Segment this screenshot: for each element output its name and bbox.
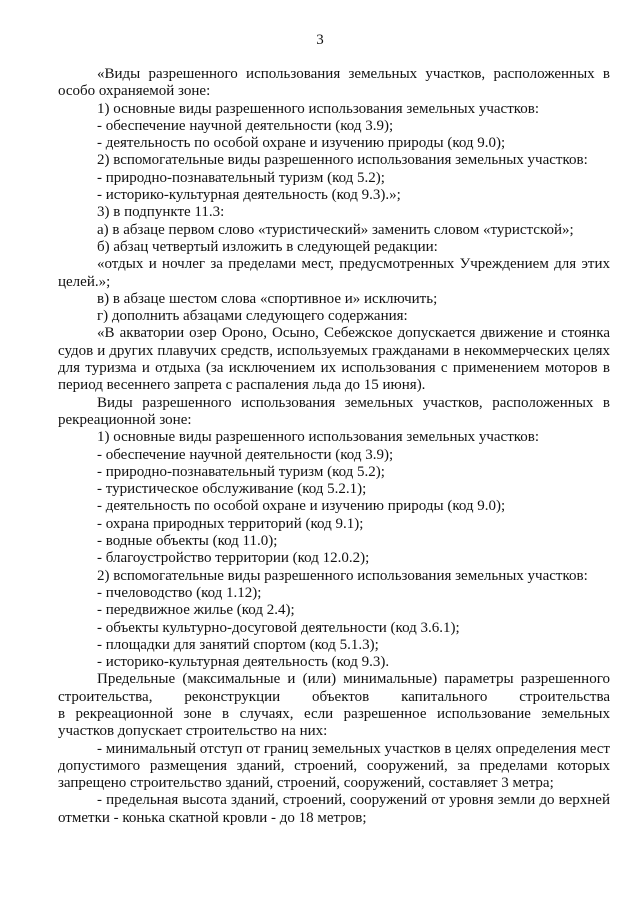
paragraph: «Виды разрешенного использования земельных участков, расположенных в особо охраняемой зоне: bbox=[58, 66, 610, 100]
paragraph: г) дополнить абзацами следующего содержания: bbox=[97, 308, 408, 325]
paragraph: Предельные (максимальные и (или) минимальные) параметры разрешенного bbox=[97, 671, 610, 688]
paragraph: - благоустройство территории (код 12.0.2); bbox=[97, 550, 370, 567]
paragraph: - деятельность по особой охране и изучению природы (код 9.0); bbox=[97, 135, 506, 152]
page-number: 3 bbox=[316, 32, 324, 48]
paragraph: - природно-познавательный туризм (код 5.2); bbox=[97, 463, 385, 480]
paragraph: - объекты культурно-досуговой деятельности (код 3.6.1); bbox=[97, 619, 460, 636]
paragraph: - пчеловодство (код 1.12); bbox=[97, 584, 262, 601]
paragraph: в рекреационной зоне в случаях, если разрешенное использование земельных участков допускает строительство на них: bbox=[58, 705, 610, 740]
paragraph: 1) основные виды разрешенного использования земельных участков: bbox=[97, 429, 540, 446]
paragraph: строительства, реконструкции объектов капитального строительства bbox=[58, 688, 610, 705]
paragraph: - площадки для занятий спортом (код 5.1.3); bbox=[97, 636, 379, 653]
paragraph: - охрана природных территорий (код 9.1); bbox=[97, 515, 364, 532]
paragraph: - обеспечение научной деятельности (код 3.9); bbox=[97, 117, 394, 134]
paragraph: 3) в подпункте 11.3: bbox=[97, 204, 225, 221]
paragraph: а) в абзаце первом слово «туристический» заменить словом «туристской»; bbox=[97, 221, 574, 238]
paragraph: 2) вспомогательные виды разрешенного использования земельных участков: bbox=[97, 152, 588, 169]
paragraph: - туристическое обслуживание (код 5.2.1); bbox=[97, 481, 367, 498]
paragraph: б) абзац четвертый изложить в следующей редакции: bbox=[97, 238, 438, 255]
paragraph: - передвижное жилье (код 2.4); bbox=[97, 602, 295, 619]
document-body bbox=[58, 66, 610, 827]
paragraph: - историко-культурная деятельность (код 9.3). bbox=[97, 654, 390, 671]
paragraph: - обеспечение научной деятельности (код 3.9); bbox=[97, 446, 394, 463]
paragraph: «В акватории озер Ороно, Осыно, Себежское допускается движение и стоянка судов и других плавучих средств, используемых гражданами в некоммерческих целях для туризма и отдыха (за исключением их использования с применением моторов в период весеннего запрета с распаления льда до 15 июня). bbox=[58, 325, 610, 394]
paragraph: 1) основные виды разрешенного использования земельных участков: bbox=[97, 100, 540, 117]
paragraph: - водные объекты (код 11.0); bbox=[97, 533, 278, 550]
paragraph: - историко-культурная деятельность (код 9.3).»; bbox=[97, 187, 401, 204]
paragraph: Виды разрешенного использования земельных участков, расположенных в рекреационной зоне: bbox=[58, 394, 610, 428]
paragraph: - предельная высота зданий, строений, сооружений от уровня земли до верхней отметки - конька скатной кровли - до 18 метров; bbox=[58, 792, 610, 826]
paragraph: - природно-познавательный туризм (код 5.2); bbox=[97, 169, 385, 186]
paragraph: - минимальный отступ от границ земельных участков в целях определения мест допустимого размещения зданий, строений, сооружений, за пределами которых запрещено строительство зданий, строений, сооружений, составляет 3 метра; bbox=[58, 740, 610, 792]
paragraph: в) в абзаце шестом слова «спортивное и» исключить; bbox=[97, 290, 438, 307]
paragraph: «отдых и ночлег за пределами мест, предусмотренных Учреждением для этих целей.»; bbox=[58, 256, 610, 290]
paragraph: - деятельность по особой охране и изучению природы (код 9.0); bbox=[97, 498, 506, 515]
paragraph: 2) вспомогательные виды разрешенного использования земельных участков: bbox=[97, 567, 588, 584]
